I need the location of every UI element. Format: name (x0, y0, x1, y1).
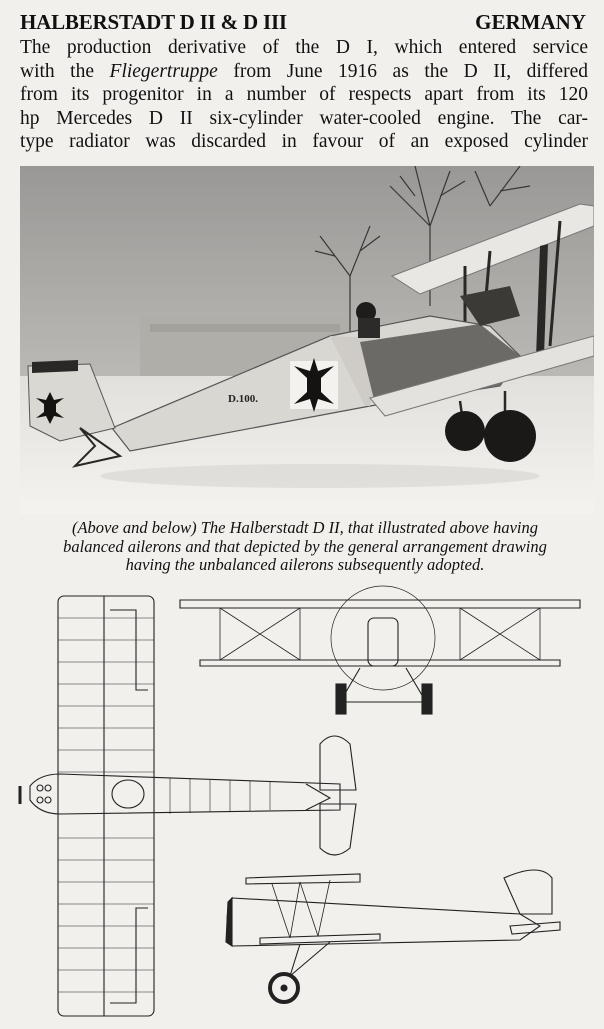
plan-view (20, 596, 356, 1016)
caption-line: having the unbalanced ailerons subsequently adopted. (125, 555, 485, 574)
general-arrangement-drawing (0, 578, 604, 1024)
page-header (20, 4, 586, 36)
body-line-italic: Fliegertruppe (109, 60, 218, 82)
front-view (180, 586, 580, 714)
aircraft-photo-image (20, 166, 594, 514)
page-title: HALBERSTADT D II & D III (20, 10, 287, 34)
body-line: type radiator was discarded in favour of an exposed cylinder (20, 131, 588, 152)
country-label: GERMANY (475, 10, 586, 34)
aircraft-photo (20, 166, 594, 514)
body-line-part: from June 1916 as the D II, differed (217, 60, 588, 82)
figure-caption (16, 519, 594, 575)
body-line: hp Mercedes D II six-cylinder water-cooled engine. The car- (20, 107, 588, 129)
side-view (226, 870, 560, 1002)
body-line-part: with the (20, 60, 110, 82)
body-line: from its progenitor in a number of respects apart from its 120 (20, 84, 588, 105)
caption-line: balanced ailerons and that depicted by the general arrangement drawing (63, 536, 547, 556)
fuselage-marking: D.100. (228, 393, 258, 405)
body-line (20, 60, 588, 84)
general-arrangement-svg (0, 578, 604, 1024)
caption-line: (Above and below) The Halberstadt D II, that illustrated above having (71, 518, 539, 537)
body-paragraph (20, 36, 588, 154)
body-line: The production derivative of the D I, which entered service (20, 37, 588, 58)
